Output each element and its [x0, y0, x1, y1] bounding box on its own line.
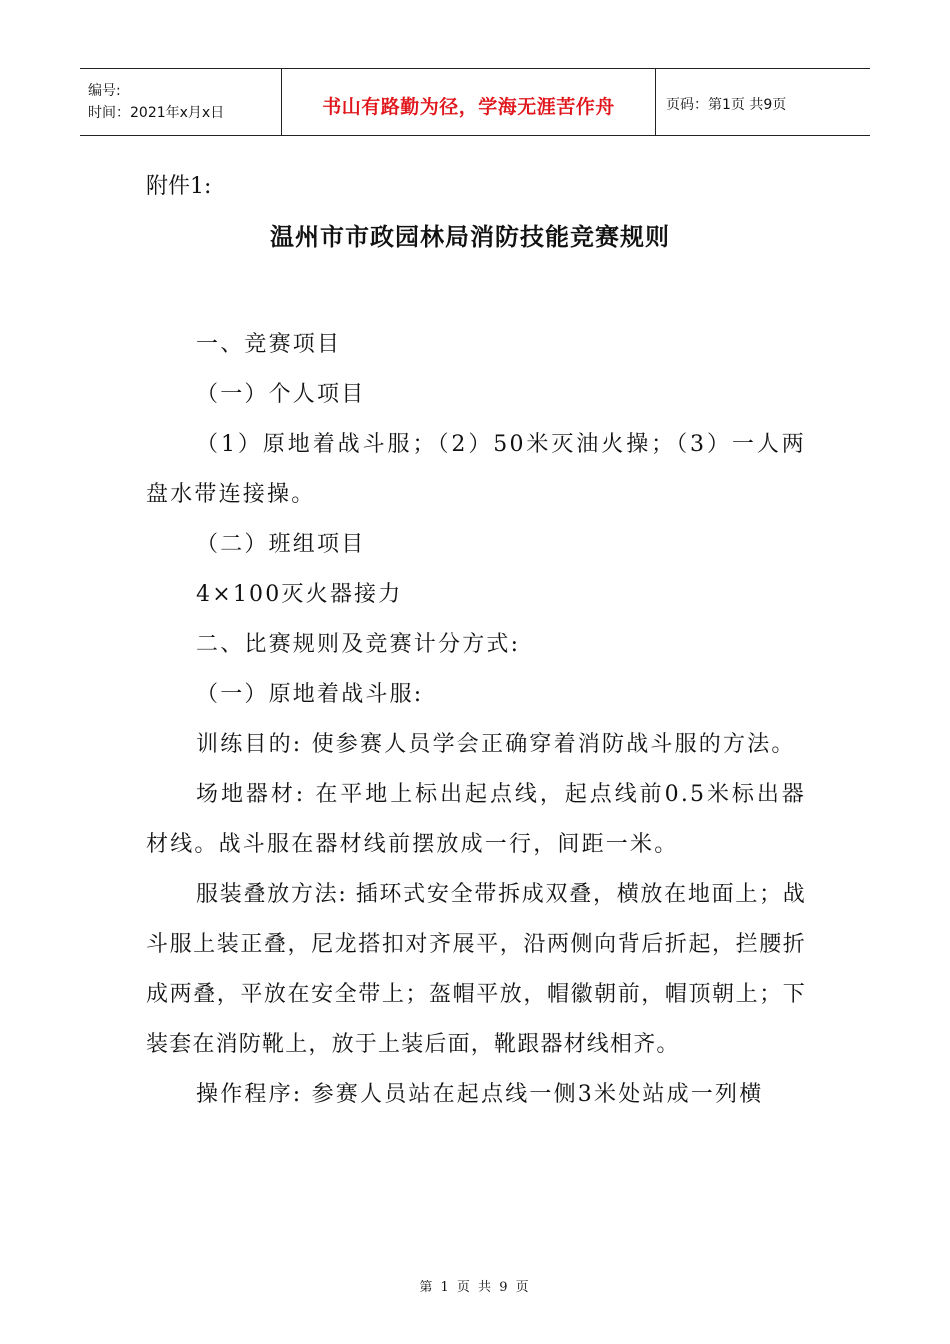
paragraph-team-items-heading: （二）班组项目 [196, 532, 366, 557]
header-page-info [656, 69, 870, 135]
paragraph-section-1-heading: 一、竞赛项目 [196, 332, 342, 357]
paragraph-individual-items-heading: （一）个人项目 [196, 382, 366, 407]
document-body [146, 162, 806, 1120]
paragraph-training-goal: 训练目的: 使参赛人员学会正确穿着消防战斗服的方法。 [196, 732, 796, 757]
paragraph-uniform-folding: 服装叠放方法: 插环式安全带拆成双叠，横放在地面上；战斗服上装正叠，尼龙搭扣对齐展平，沿两侧向背后折起，拦腰折成两叠，平放在安全带上；盔帽平放，帽徽朝前，帽顶朝上；下装套在消防靴上，放于上装后面，靴跟器材线相齐。 [146, 882, 806, 1057]
paragraph-operation-procedure: 操作程序: 参赛人员站在起点线一侧3米处站成一列横 [196, 1082, 764, 1107]
page-info-text: 页码：第1页 共9页 [666, 97, 787, 113]
paragraph-team-item-relay: 4×100灭火器接力 [196, 582, 403, 607]
header-table [80, 68, 870, 136]
document-paragraphs [146, 320, 806, 1120]
motto-text: 书山有路勤为径，学海无涯苦作舟 [322, 95, 615, 118]
paragraph-venue-equipment: 场地器材: 在平地上标出起点线，起点线前0.5米标出器材线。战斗服在器材线前摆放成一行，间距一米。 [146, 782, 806, 857]
paragraph-section-2-heading: 二、比赛规则及竞赛计分方式: [196, 632, 521, 657]
attachment-label: 附件1: [146, 174, 212, 199]
paragraph-individual-items-list: （1）原地着战斗服；（2）50米灭油火操；（3）一人两盘水带连接操。 [146, 432, 806, 507]
number-label: 编号: [88, 83, 121, 99]
header-meta [80, 69, 282, 135]
paragraph-uniform-heading: （一）原地着战斗服: [196, 682, 424, 707]
header-motto-cell [282, 69, 656, 135]
document-title: 温州市市政园林局消防技能竞赛规则 [270, 222, 670, 251]
date-label: 时间：2021年x月x日 [88, 105, 225, 121]
page-footer: 第 1 页 共 9 页 [419, 1280, 531, 1295]
